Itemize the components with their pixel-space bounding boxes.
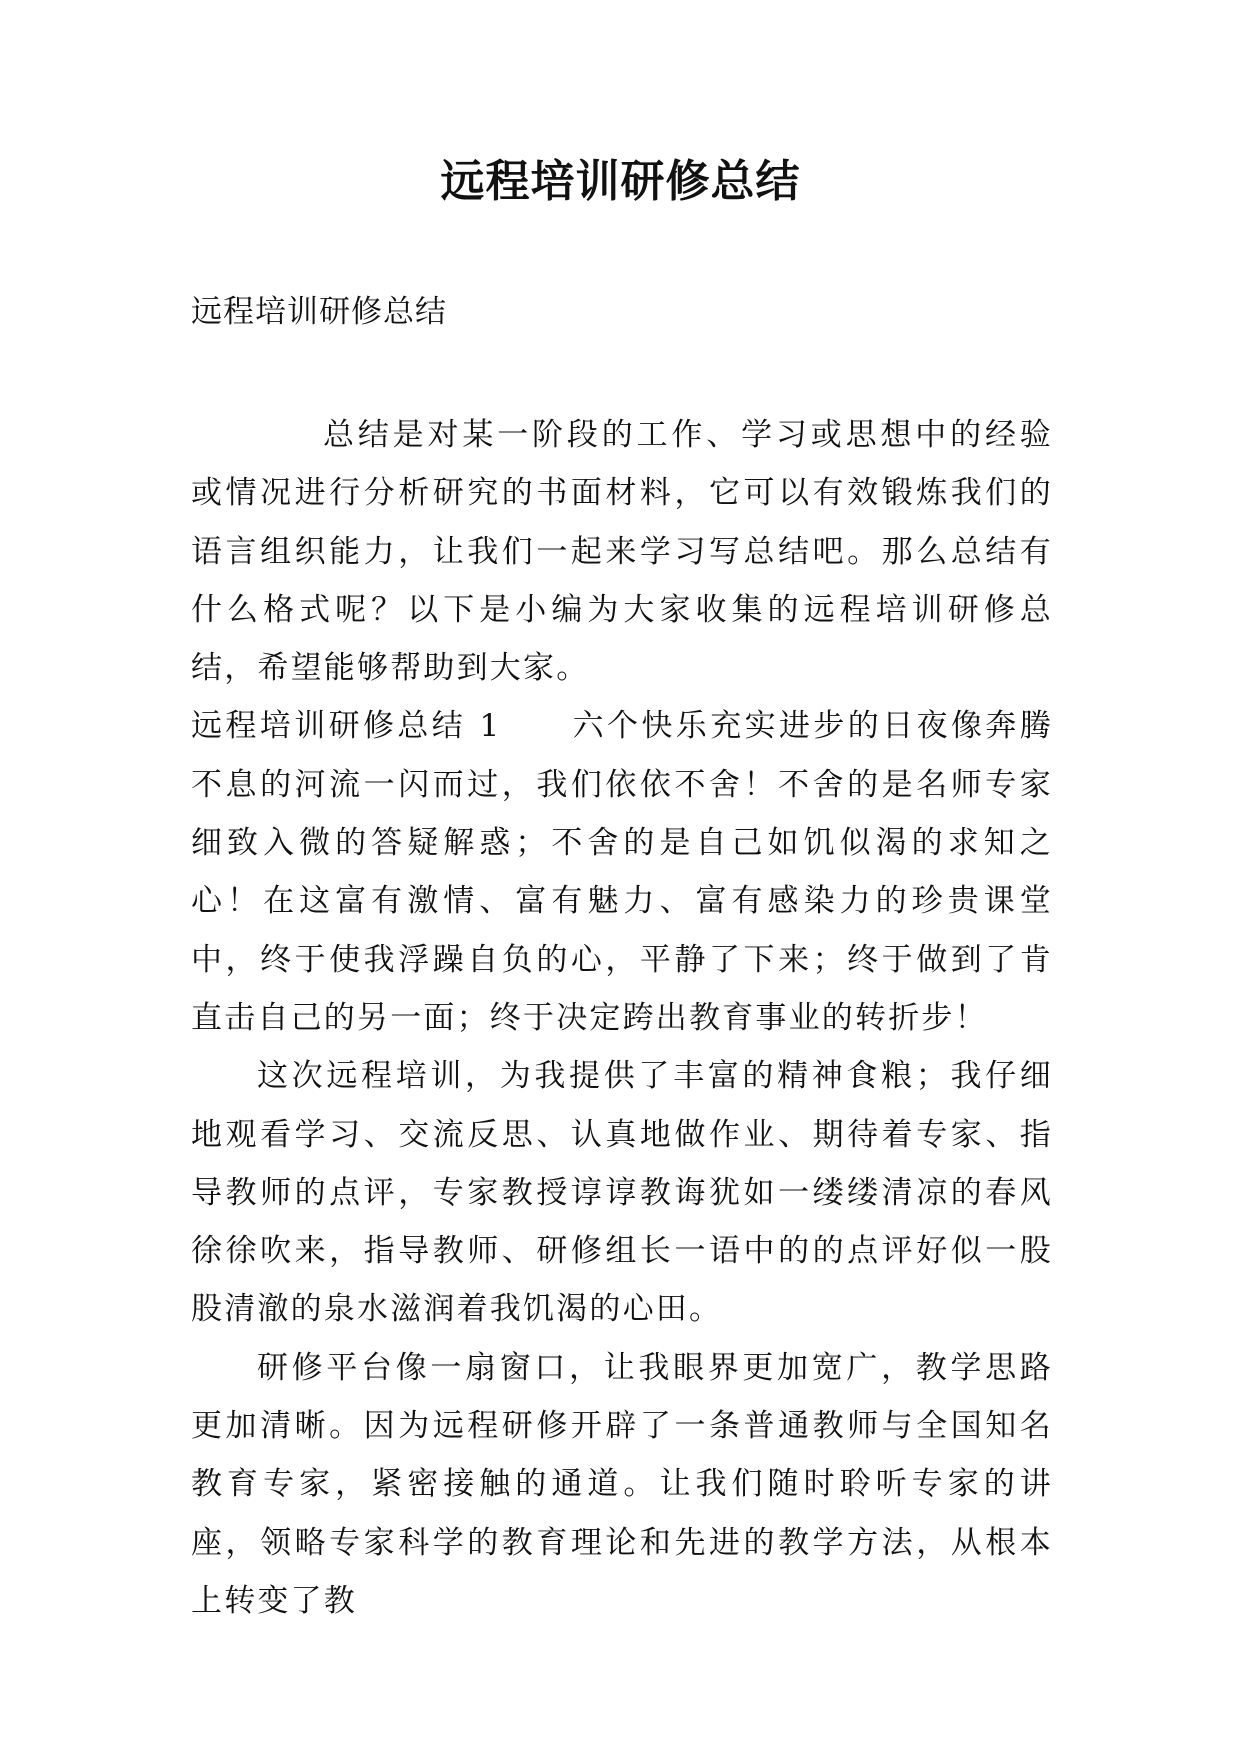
document-title: 远程培训研修总结	[440, 156, 801, 207]
document-subtitle: 远程培训研修总结	[191, 294, 447, 330]
section-1-first-paragraph	[191, 697, 1053, 1047]
document-body	[191, 406, 1053, 1630]
section-1-paragraph-2: 这次远程培训，为我提供了丰富的精神食粮；我仔细地观看学习、交流反思、认真地做作业、期待着专家、指导教师的点评，专家教授谆谆教诲犹如一缕缕清凉的春风徐徐吹来，指导教师、研修组长一语中的的点评好似一股股清澈的泉水滋润着我饥渴的心田。	[191, 1058, 1053, 1328]
section-1-paragraph-3: 研修平台像一扇窗口，让我眼界更加宽广，教学思路更加清晰。因为远程研修开辟了一条普通教师与全国知名教育专家，紧密接触的通道。让我们随时聆听专家的讲座，领略专家科学的教育理论和先进的教学方法，从根本上转变了教	[191, 1349, 1053, 1619]
intro-paragraph: 总结是对某一阶段的工作、学习或思想中的经验或情况进行分析研究的书面材料，它可以有效锻炼我们的语言组织能力，让我们一起来学习写总结吧。那么总结有什么格式呢？以下是小编为大家收集的远程培训研修总结，希望能够帮助到大家。	[191, 417, 1053, 687]
section-1-heading: 远程培训研修总结 1	[191, 708, 502, 745]
section-1-paragraph-1: 六个快乐充实进步的日夜像奔腾不息的河流一闪而过，我们依依不舍！不舍的是名师专家细致入微的答疑解惑；不舍的是自己如饥似渴的求知之心！在这富有激情、富有魅力、富有感染力的珍贵课堂中，终于使我浮躁自负的心，平静了下来；终于做到了肯直击自己的另一面；终于决定跨出教育事业的转折步！	[191, 708, 1053, 1036]
